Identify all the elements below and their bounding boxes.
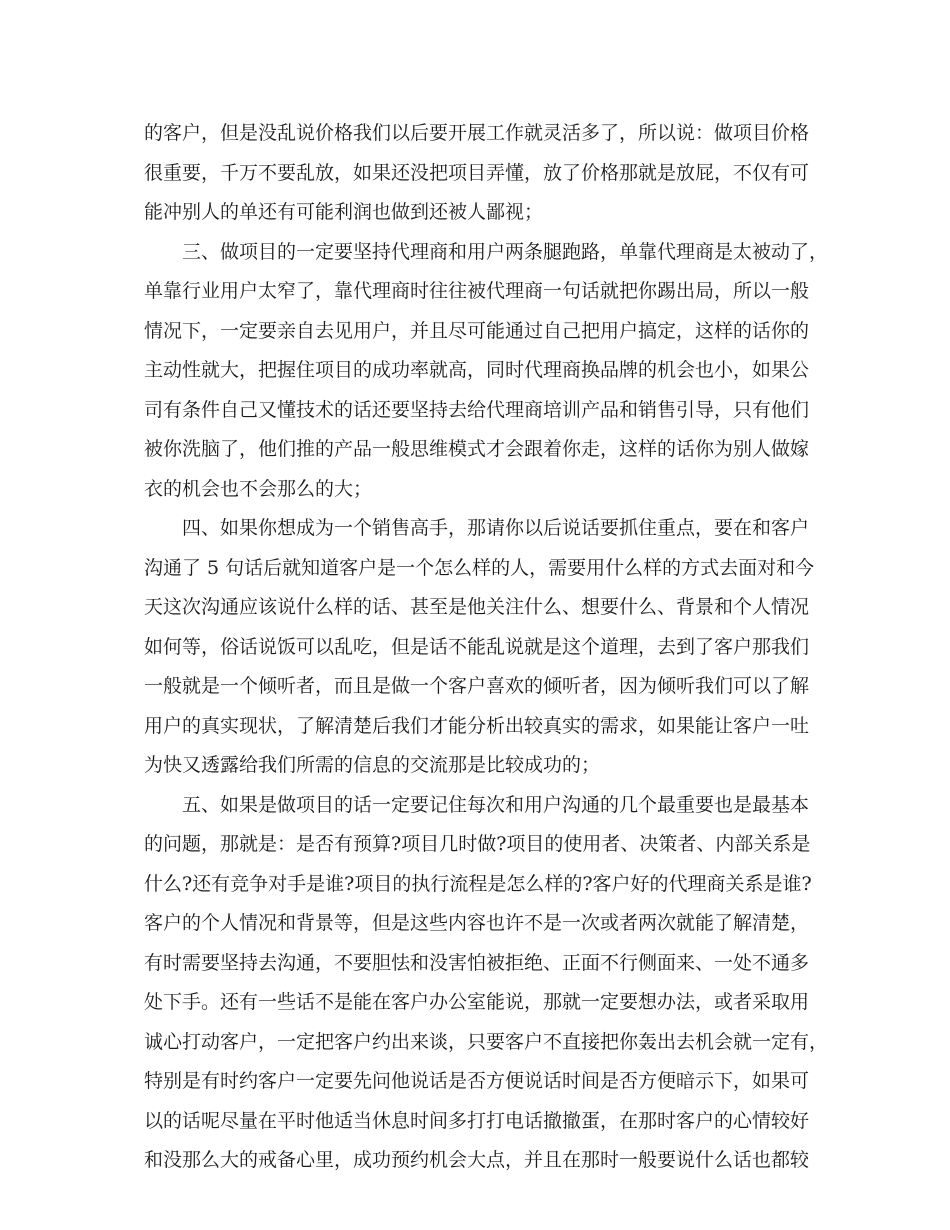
text-line: 的问题，那就是：是否有预算?项目几时做?项目的使用者、决策者、内部关系是 (144, 833, 811, 855)
text-line: 处下手。还有一些话不是能在客户办公室能说，那就一定要想办法，或者采取用 (144, 991, 810, 1013)
text-line: 衣的机会也不会那么的大； (144, 477, 373, 500)
text-line: 和没那么大的戒备心里，成功预约机会大点，并且在那时一般要说什么话也都较 (144, 1149, 810, 1171)
text-line: 一般就是一个倾听者，而且是做一个客户喜欢的倾听者，因为倾听我们可以了解 (144, 675, 810, 697)
text-line: 情况下，一定要亲自去见用户，并且尽可能通过自己把用户搞定，这样的话你的 (144, 319, 810, 342)
text-line: 被你洗脑了，他们推的产品一般思维模式才会跟着你走，这样的话你为别人做嫁 (144, 438, 810, 460)
body-text (144, 114, 829, 1181)
text-line: 主动性就大，把握住项目的成功率就高，同时代理商换品牌的机会也小，如果公 (144, 359, 810, 381)
text-line: 有时需要坚持去沟通，不要胆怯和没害怕被拒绝、正面不行侧面来、一处不通多 (144, 951, 810, 974)
text-line: 客户的个人情况和背景等，但是这些内容也许不是一次或者两次就能了解清楚， (144, 912, 810, 934)
text-line: 诚心打动客户，一定把客户约出来谈，只要客户不直接把你轰出去机会就一定有， (144, 1030, 829, 1053)
text-line: 五、如果是做项目的话一定要记住每次和用户沟通的几个最重要也是最基本 (182, 793, 810, 816)
text-line: 四、如果你想成为一个销售高手，那请你以后说话要抓住重点，要在和客户 (182, 517, 810, 539)
text-line: 沟通了 5 句话后就知道客户是一个怎么样的人，需要用什么样的方式去面对和今 (144, 556, 815, 579)
text-line: 天这次沟通应该说什么样的话、甚至是他关注什么、想要什么、背景和个人情况 (144, 596, 810, 618)
text-line: 特别是有时约客户一定要先问他说话是否方便说话时间是否方便暗示下，如果可 (144, 1070, 810, 1092)
text-line: 三、做项目的一定要坚持代理商和用户两条腿跑路，单靠代理商是太被动了， (182, 240, 829, 263)
text-line: 司有条件自己又懂技术的话还要坚持去给代理商培训产品和销售引导，只有他们 (144, 398, 810, 421)
text-line: 的客户，但是没乱说价格我们以后要开展工作就灵活多了，所以说：做项目价格 (144, 122, 810, 144)
text-line: 单靠行业用户太窄了，靠代理商时往往被代理商一句话就把你踢出局，所以一般 (144, 280, 810, 302)
text-line: 用户的真实现状，了解清楚后我们才能分析出较真实的需求，如果能让客户一吐 (144, 714, 810, 737)
text-line: 以的话呢尽量在平时他适当休息时间多打打电话撤撤蛋，在那时客户的心情较好 (144, 1109, 810, 1132)
text-line: 什么?还有竞争对手是谁?项目的执行流程是怎么样的?客户好的代理商关系是谁? (144, 872, 812, 895)
text-line: 很重要，千万不要乱放，如果还没把项目弄懂，放了价格那就是放屁，不仅有可 (144, 161, 810, 184)
text-line: 能冲别人的单还有可能利润也做到还被人鄙视； (144, 201, 544, 223)
text-line: 为快又透露给我们所需的信息的交流那是比较成功的； (144, 754, 601, 776)
text-line: 如何等，俗话说饭可以乱吃，但是话不能乱说就是这个道理，去到了客户那我们 (144, 635, 810, 658)
